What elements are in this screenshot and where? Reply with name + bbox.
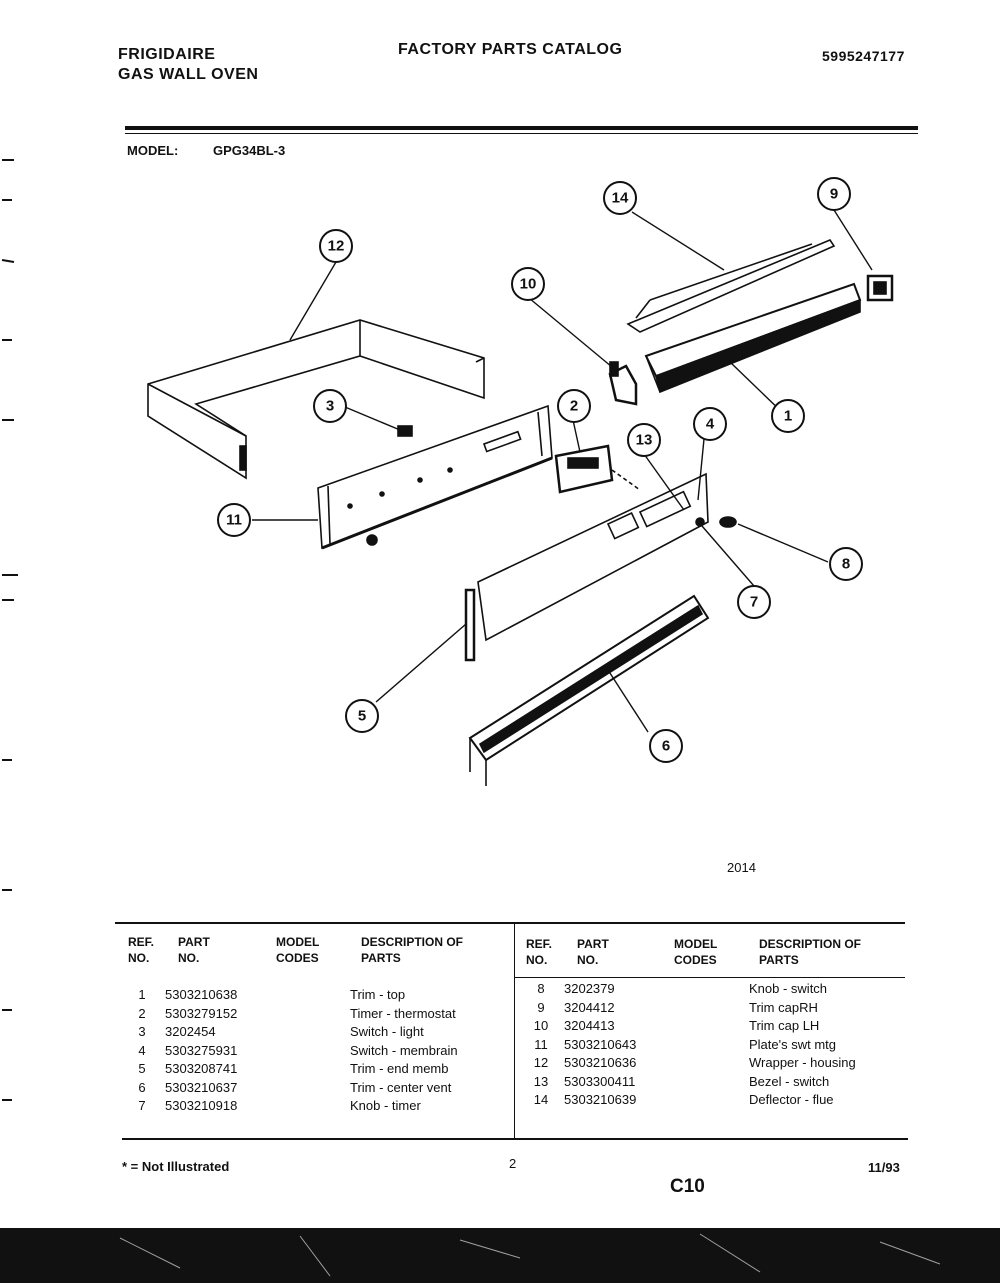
svg-text:7: 7 [749, 593, 759, 611]
timer-part [556, 446, 640, 492]
svg-text:10: 10 [519, 275, 537, 293]
header-codes-left: MODEL CODES [276, 935, 320, 965]
table-row: 12 5303210636 Wrapper - housing [533, 1055, 856, 1070]
trim-cap-rh-part [868, 276, 892, 300]
callout-5 [346, 700, 378, 732]
table-row: 3 3202454 Switch - light [138, 1024, 424, 1039]
table-row: 4 5303275931 Switch - membrain [138, 1042, 458, 1058]
document-number: 5995247177 [822, 48, 905, 64]
product-name: GAS WALL OVEN [118, 66, 259, 83]
svg-text:13: 13 [635, 431, 653, 449]
model-value: GPG34BL-3 [213, 143, 286, 158]
table-row: 9 3204412 Trim capRH [537, 999, 818, 1015]
not-illustrated-note: * = Not Illustrated [122, 1159, 230, 1174]
parts-list-right [518, 980, 856, 1110]
table-row: 8 3202379 Knob - switch [537, 981, 828, 996]
header-part-left: PART NO. [178, 935, 210, 965]
header-rule [125, 126, 918, 130]
figure-number: 2014 [727, 860, 756, 875]
table-row: 7 5303210918 Knob - timer [138, 1098, 421, 1113]
callout-9 [818, 178, 850, 210]
header-ref-left: REF. NO. [128, 935, 155, 965]
knob-timer-part [696, 518, 704, 526]
brand-name: FRIGIDAIRE [118, 46, 216, 63]
table-row: 13 5303300411 Bezel - switch [533, 1073, 830, 1089]
section-code: C10 [670, 1176, 705, 1197]
scan-bottom-band [0, 1228, 1000, 1283]
header-rule-thin [125, 133, 918, 134]
header-ref-right: REF. NO. [526, 937, 553, 967]
svg-text:4: 4 [705, 415, 715, 433]
catalog-title: FACTORY PARTS CATALOG [398, 41, 623, 58]
callout-8 [830, 548, 862, 580]
header-codes-right: MODEL CODES [674, 937, 718, 967]
catalog-date: 11/93 [868, 1160, 900, 1175]
table-row: 10 3204413 Trim cap LH [533, 1018, 820, 1033]
table-row: 5 5303208741 Trim - end memb [138, 1061, 449, 1076]
model-label: MODEL: [127, 143, 179, 158]
page-number: 2 [509, 1156, 517, 1171]
svg-text:8: 8 [841, 555, 851, 573]
callout-12 [320, 230, 352, 262]
light-switch-part [398, 426, 412, 436]
header-desc-right: DESCRIPTION OF PARTS [759, 937, 862, 967]
exploded-parts-diagram [0, 160, 1000, 840]
header-part-right: PART NO. [577, 937, 609, 967]
model-line [127, 143, 285, 158]
table-row: 11 5303210643 Plate's swt mtg [534, 1036, 837, 1052]
table-row: 6 5303210637 Trim - center vent [138, 1079, 452, 1095]
knob-switch-part [720, 517, 736, 527]
table-row: 14 5303210639 Deflector - flue [533, 1092, 834, 1107]
callout-4 [694, 408, 726, 440]
callout-11 [218, 504, 250, 536]
svg-text:3: 3 [325, 397, 335, 415]
brand-block [118, 45, 258, 85]
table-top-rule [115, 922, 905, 924]
header-desc-left: DESCRIPTION OF PARTS [361, 935, 464, 965]
trim-end-memb-part [466, 590, 474, 660]
callout-10 [512, 268, 544, 300]
callout-group [218, 178, 862, 762]
switch-plate-part [318, 406, 552, 548]
svg-text:2: 2 [569, 397, 579, 415]
table-bottom-rule [122, 1138, 908, 1140]
callout-2 [558, 390, 590, 422]
callout-1 [772, 400, 804, 432]
svg-text:11: 11 [226, 511, 242, 529]
screw-detail [367, 535, 377, 545]
callout-6 [650, 730, 682, 762]
svg-text:5: 5 [357, 707, 367, 725]
svg-text:6: 6 [661, 737, 671, 755]
parts-list-left [119, 986, 458, 1116]
table-row: 2 5303279152 Timer - thermostat [138, 1005, 456, 1021]
table-divider [514, 924, 515, 1138]
trim-top-part [646, 284, 860, 392]
callout-13 [628, 424, 660, 456]
svg-text:1: 1 [783, 407, 793, 425]
callout-14 [604, 182, 636, 214]
svg-text:14: 14 [611, 189, 629, 207]
table-header-rule [515, 977, 905, 978]
callout-3 [314, 390, 346, 422]
svg-text:12: 12 [327, 237, 345, 255]
callout-7 [738, 586, 770, 618]
svg-text:9: 9 [829, 185, 839, 203]
table-row: 1 5303210638 Trim - top [138, 987, 406, 1002]
